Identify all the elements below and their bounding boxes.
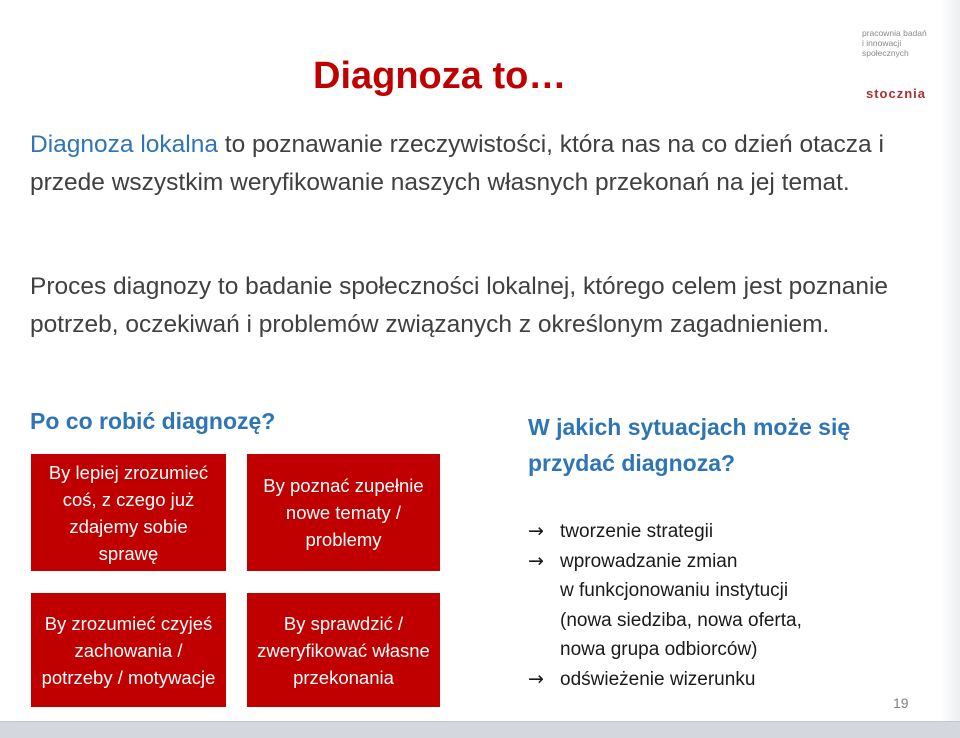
logo-line-3: społecznych xyxy=(862,48,909,58)
reason-box-4-text: By sprawdzić / zweryfikować własne przekonania xyxy=(257,612,430,688)
situations-list xyxy=(528,517,802,694)
list-item-continuation xyxy=(528,576,802,606)
definition-paragraph xyxy=(30,126,910,202)
logo-wordmark: stocznia xyxy=(866,86,927,101)
slide-title: Diagnoza to… xyxy=(313,55,567,97)
arrow-right-icon: → xyxy=(528,549,544,572)
list-item-text: wprowadzanie zmian xyxy=(560,550,738,572)
list-item-text: tworzenie strategii xyxy=(560,521,714,542)
list-item-sub-text: nowa grupa odbiorców) xyxy=(560,639,758,660)
list-item-continuation xyxy=(528,606,802,636)
logo-line-2: i innowacji xyxy=(862,38,902,48)
list-item-sub-text: w funkcjonowaniu instytucji xyxy=(560,580,789,601)
situations-heading: W jakich sytuacjach może się przydać diagnoza? xyxy=(528,414,851,476)
reason-box-2-text: By poznać zupełnie nowe tematy / problemy xyxy=(263,475,424,550)
stocznia-logo xyxy=(862,28,942,114)
list-item-sub-text: (nowa siedziba, nowa oferta, xyxy=(560,609,802,631)
reason-box-4 xyxy=(247,593,440,707)
process-paragraph: Proces diagnozy to badanie społeczności lokalnej, którego celem jest poznanie potrzeb, oczekiwań i problemów związanych z określonym zagadnieniem. xyxy=(30,273,889,338)
slide-edge-shadow xyxy=(940,0,960,737)
reason-box-3-text: By zrozumieć czyjeś zachowania / potrzeby / motywacje xyxy=(41,612,216,688)
why-heading: Po co robić diagnozę? xyxy=(30,408,276,434)
reason-box-3 xyxy=(31,593,226,707)
list-item xyxy=(528,547,802,577)
reason-box-2 xyxy=(247,454,440,571)
definition-text: to poznawanie rzeczywistości, która nas na co dzień otacza i przede wszystkim weryfikowanie naszych własnych przekonań na jej temat. xyxy=(30,131,884,196)
footer-strip xyxy=(0,721,960,738)
reason-box-1-text: By lepiej zrozumieć coś, z czego już zdajemy sobie sprawę xyxy=(48,461,209,564)
definition-term: Diagnoza lokalna xyxy=(30,131,218,158)
page-number: 19 xyxy=(893,695,909,711)
list-item-text: odświeżenie wizerunku xyxy=(560,668,756,690)
list-item-continuation xyxy=(528,635,802,665)
reason-box-1 xyxy=(31,454,226,571)
list-item xyxy=(528,665,802,695)
list-item xyxy=(528,517,802,547)
arrow-right-icon: → xyxy=(528,667,544,690)
arrow-right-icon: → xyxy=(528,520,544,542)
logo-line-1: pracownia badań xyxy=(862,28,927,38)
